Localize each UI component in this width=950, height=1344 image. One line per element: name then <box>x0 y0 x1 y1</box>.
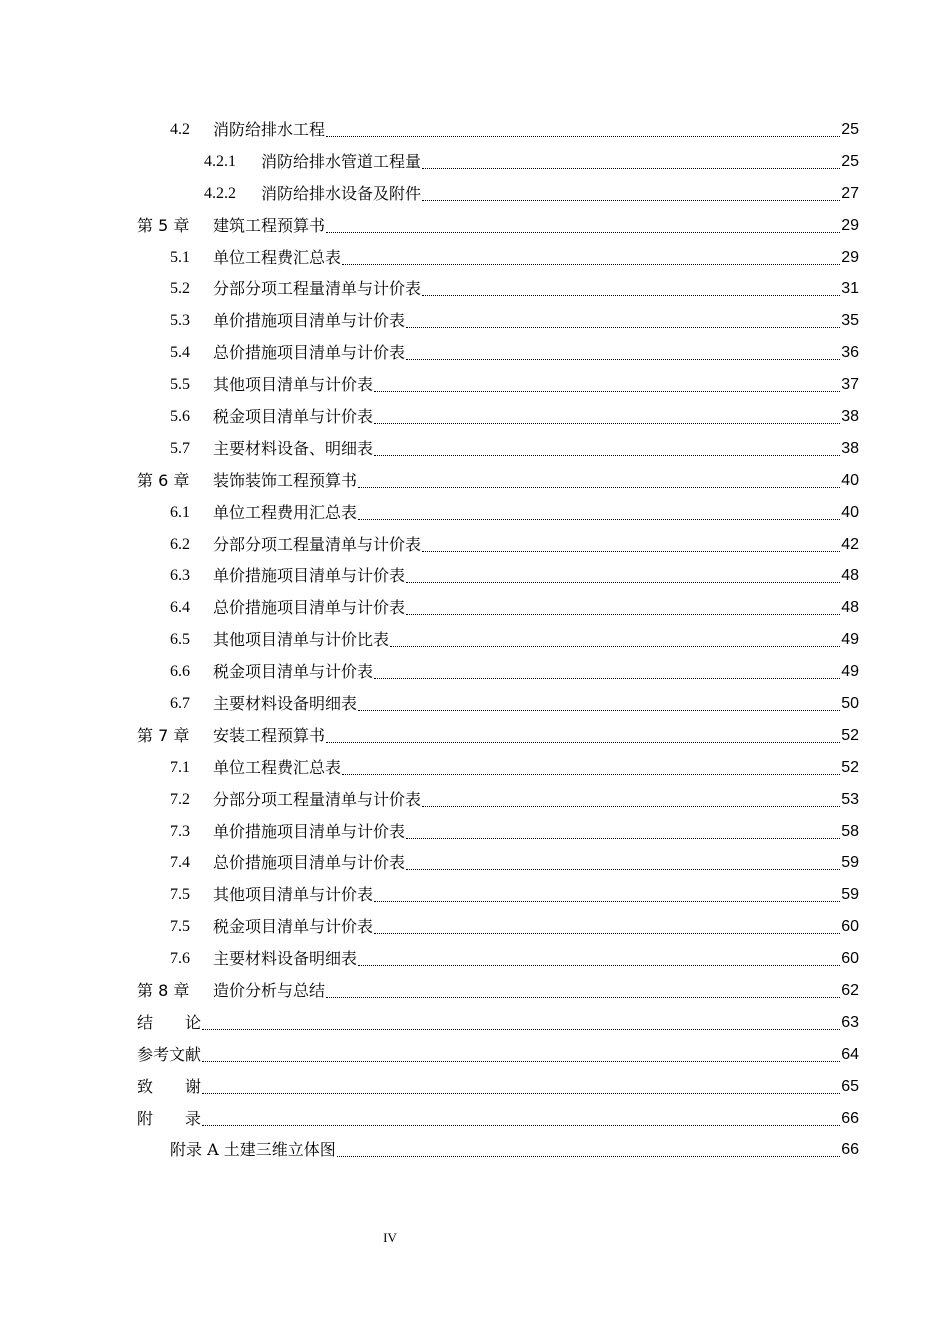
toc-entry-page-number: 64 <box>841 1045 859 1063</box>
toc-entry-number: 7.4 <box>170 854 190 872</box>
toc-entry-title: 装饰装饰工程预算书 <box>213 470 358 490</box>
dot-leader <box>390 645 840 647</box>
toc-entry-label <box>170 789 422 809</box>
toc-entry-title: 税金项目清单与计价表 <box>213 662 374 682</box>
toc-entry-number: 4.2 <box>170 120 190 138</box>
dot-leader <box>374 932 840 934</box>
toc-entry-page-number: 40 <box>841 471 859 489</box>
toc-entry-label <box>204 183 422 203</box>
toc-entry-section[interactable] <box>0 847 950 879</box>
toc-entry-number: 7.2 <box>170 790 190 808</box>
toc-entry-page-number: 42 <box>841 535 859 553</box>
toc-entry-section[interactable] <box>0 816 950 848</box>
toc-entry-label <box>170 1142 336 1158</box>
toc-entry-label <box>170 313 405 329</box>
toc-entry-number: 第 5 章 <box>137 215 190 235</box>
toc-entry-label <box>137 470 358 490</box>
toc-entry-title: 单价措施项目清单与计价表 <box>213 311 406 331</box>
toc-entry-title: 参考文献 <box>137 1044 202 1064</box>
toc-entry-back[interactable] <box>0 1007 950 1039</box>
toc-entry-page-number: 27 <box>841 184 859 202</box>
toc-entry-title: 造价分析与总结 <box>213 980 326 1000</box>
toc-entry-section[interactable] <box>0 592 950 624</box>
toc-entry-page-number: 25 <box>841 152 859 170</box>
toc-entry-section[interactable] <box>0 242 950 274</box>
toc-entry-title: 结 论 <box>137 1012 202 1032</box>
dot-leader <box>406 613 840 615</box>
dot-leader <box>358 486 840 488</box>
toc-entry-number: 5.2 <box>170 280 190 298</box>
dot-leader <box>406 358 840 360</box>
toc-entry-title: 税金项目清单与计价表 <box>213 917 374 937</box>
dot-leader <box>422 167 840 169</box>
toc-entry-number: 5.7 <box>170 439 190 457</box>
toc-entry-section[interactable] <box>0 911 950 943</box>
toc-entry-page-number: 48 <box>841 567 859 585</box>
dot-leader <box>406 326 840 328</box>
toc-entry-title: 消防给排水工程 <box>213 119 326 139</box>
toc-entry-title: 单位工程费汇总表 <box>213 247 342 267</box>
dot-leader <box>202 1028 840 1030</box>
toc-entry-label <box>137 1076 202 1096</box>
toc-entry-label <box>170 247 342 267</box>
toc-entry-number: 7.6 <box>170 950 190 968</box>
toc-entry-section[interactable] <box>0 688 950 720</box>
toc-entry-label <box>170 919 373 935</box>
dot-leader <box>326 996 840 998</box>
toc-entry-page-number: 59 <box>841 854 859 872</box>
toc-entry-number: 6.3 <box>170 567 190 585</box>
toc-entry-section[interactable] <box>0 433 950 465</box>
toc-entry-page-number: 29 <box>841 248 859 266</box>
toc-entry-title: 单价措施项目清单与计价表 <box>213 566 406 586</box>
dot-leader <box>342 263 840 265</box>
toc-entry-title: 其他项目清单与计价比表 <box>213 630 390 650</box>
dot-leader <box>342 773 840 775</box>
toc-entry-back[interactable] <box>0 1039 950 1071</box>
toc-entry-page-number: 59 <box>841 886 859 904</box>
toc-entry-number: 6.4 <box>170 599 190 617</box>
toc-entry-title: 主要材料设备、明细表 <box>213 438 374 458</box>
toc-entry-number: 5.1 <box>170 248 190 266</box>
dot-leader <box>374 422 840 424</box>
toc-entry-page-number: 50 <box>841 694 859 712</box>
toc-entry-page-number: 37 <box>841 376 859 394</box>
toc-entry-page-number: 35 <box>841 312 859 330</box>
toc-entry-section[interactable] <box>0 273 950 305</box>
dot-leader <box>374 677 840 679</box>
toc-entry-number: 5.5 <box>170 376 190 394</box>
toc-entry-sub[interactable] <box>0 178 950 210</box>
toc-entry-page-number: 60 <box>841 918 859 936</box>
toc-entry-section[interactable] <box>0 879 950 911</box>
toc-entry-page-number: 53 <box>841 790 859 808</box>
toc-entry-label <box>170 821 406 841</box>
toc-entry-title: 主要材料设备明细表 <box>213 949 358 969</box>
dot-leader <box>337 1155 840 1157</box>
toc-entry-number: 5.4 <box>170 344 190 362</box>
toc-entry-sub[interactable] <box>0 146 950 178</box>
toc-entry-title: 税金项目清单与计价表 <box>213 406 374 426</box>
toc-entry-section[interactable] <box>0 529 950 561</box>
toc-entry-number: 第 7 章 <box>137 725 190 745</box>
toc-entry-page-number: 52 <box>841 758 859 776</box>
dot-leader <box>422 550 840 552</box>
toc-entry-title: 总价措施项目清单与计价表 <box>213 343 406 363</box>
toc-entry-chapter[interactable] <box>0 720 950 752</box>
dot-leader <box>326 135 840 137</box>
table-of-contents <box>0 114 950 1166</box>
toc-entry-title: 主要材料设备明细表 <box>213 693 358 713</box>
toc-entry-chapter[interactable] <box>0 465 950 497</box>
toc-entry-number: 6.1 <box>170 503 190 521</box>
toc-entry-section[interactable] <box>0 943 950 975</box>
toc-entry-back[interactable] <box>0 1103 950 1135</box>
toc-entry-label <box>170 534 422 554</box>
toc-entry-title: 消防给排水管道工程量 <box>261 151 422 171</box>
toc-entry-label <box>170 632 389 648</box>
toc-entry-label <box>170 502 358 522</box>
toc-entry-section[interactable] <box>0 497 950 529</box>
dot-leader <box>374 900 840 902</box>
toc-entry-label <box>137 1044 202 1064</box>
toc-entry-number: 4.2.1 <box>204 152 236 170</box>
toc-entry-page-number: 66 <box>841 1141 859 1159</box>
toc-entry-label <box>170 887 373 903</box>
toc-entry-chapter[interactable] <box>0 210 950 242</box>
toc-entry-number: 6.5 <box>170 631 190 649</box>
toc-entry-title: 安装工程预算书 <box>213 725 326 745</box>
toc-entry-number: 6.6 <box>170 663 190 681</box>
toc-entry-title: 建筑工程预算书 <box>213 215 326 235</box>
toc-entry-section[interactable] <box>0 752 950 784</box>
toc-entry-title: 分部分项工程量清单与计价表 <box>213 534 422 554</box>
toc-entry-number: 7.5 <box>170 886 190 904</box>
toc-entry-page-number: 60 <box>841 950 859 968</box>
toc-entry-appendix[interactable] <box>0 1135 950 1167</box>
toc-entry-page-number: 49 <box>841 663 859 681</box>
toc-entry-label <box>170 600 405 616</box>
toc-entry-page-number: 36 <box>841 344 859 362</box>
dot-leader <box>422 294 840 296</box>
dot-leader <box>406 837 840 839</box>
toc-entry-title: 总价措施项目清单与计价表 <box>213 598 406 618</box>
toc-entry-title: 附录 A 土建三维立体图 <box>170 1140 336 1160</box>
toc-entry-label <box>170 855 405 871</box>
dot-leader <box>374 454 840 456</box>
dot-leader <box>326 741 840 743</box>
toc-entry-section[interactable] <box>0 560 950 592</box>
toc-entry-number: 5.6 <box>170 407 190 425</box>
toc-entry-title: 单价措施项目清单与计价表 <box>213 821 406 841</box>
toc-entry-page-number: 38 <box>841 439 859 457</box>
toc-entry-number: 第 8 章 <box>137 980 190 1000</box>
toc-entry-label <box>137 1108 202 1128</box>
toc-entry-title: 总价措施项目清单与计价表 <box>213 853 406 873</box>
dot-leader <box>202 1124 840 1126</box>
toc-entry-page-number: 49 <box>841 631 859 649</box>
dot-leader <box>422 805 840 807</box>
toc-entry-number: 7.3 <box>170 822 190 840</box>
toc-entry-section[interactable] <box>0 401 950 433</box>
toc-entry-page-number: 63 <box>841 1013 859 1031</box>
toc-entry-title: 单位工程费用汇总表 <box>213 502 358 522</box>
dot-leader <box>406 581 840 583</box>
dot-leader <box>358 964 840 966</box>
toc-entry-label <box>170 119 326 139</box>
toc-entry-section[interactable] <box>0 337 950 369</box>
toc-entry-page-number: 52 <box>841 726 859 744</box>
toc-entry-page-number: 58 <box>841 822 859 840</box>
toc-entry-number: 第 6 章 <box>137 470 190 490</box>
toc-entry-label <box>137 980 326 1000</box>
toc-entry-page-number: 48 <box>841 599 859 617</box>
toc-entry-page-number: 29 <box>841 216 859 234</box>
toc-entry-label <box>170 345 405 361</box>
toc-entry-section[interactable] <box>0 656 950 688</box>
toc-entry-section[interactable] <box>0 369 950 401</box>
toc-entry-label <box>170 281 421 297</box>
toc-entry-title: 消防给排水设备及附件 <box>261 183 422 203</box>
toc-entry-chapter[interactable] <box>0 975 950 1007</box>
toc-entry-number: 4.2.2 <box>204 184 236 202</box>
toc-entry-number: 7.5 <box>170 918 190 936</box>
toc-entry-number: 6.2 <box>170 535 190 553</box>
toc-entry-label <box>137 215 326 235</box>
toc-entry-page-number: 66 <box>841 1109 859 1127</box>
toc-entry-title: 分部分项工程量清单与计价表 <box>213 789 422 809</box>
toc-entry-page-number: 62 <box>841 981 859 999</box>
toc-entry-section[interactable] <box>0 784 950 816</box>
toc-entry-title: 其他项目清单与计价表 <box>213 885 374 905</box>
toc-entry-page-number: 38 <box>841 407 859 425</box>
toc-entry-title: 单位工程费汇总表 <box>213 757 342 777</box>
toc-entry-label <box>170 757 342 777</box>
toc-entry-section[interactable] <box>0 114 950 146</box>
dot-leader <box>374 390 840 392</box>
dot-leader <box>358 709 840 711</box>
toc-entry-back[interactable] <box>0 1071 950 1103</box>
toc-entry-number: 7.1 <box>170 758 190 776</box>
toc-entry-section[interactable] <box>0 305 950 337</box>
toc-entry-label <box>137 725 326 745</box>
toc-entry-label <box>137 1012 202 1032</box>
toc-entry-title: 分部分项工程量清单与计价表 <box>213 279 422 299</box>
toc-entry-page-number: 31 <box>841 280 859 298</box>
toc-entry-page-number: 65 <box>841 1077 859 1095</box>
toc-entry-label <box>170 406 374 426</box>
toc-entry-title: 附 录 <box>137 1108 202 1128</box>
toc-entry-label <box>170 664 373 680</box>
page-number-footer: IV <box>383 1230 397 1245</box>
toc-entry-label <box>170 951 357 967</box>
toc-entry-label <box>170 568 405 584</box>
toc-entry-label <box>170 438 374 458</box>
toc-entry-label <box>170 377 373 393</box>
toc-entry-title: 致 谢 <box>137 1076 202 1096</box>
dot-leader <box>202 1092 840 1094</box>
toc-entry-title: 其他项目清单与计价表 <box>213 375 374 395</box>
dot-leader <box>422 199 840 201</box>
toc-entry-label <box>204 151 422 171</box>
dot-leader <box>326 231 840 233</box>
toc-entry-number: 5.3 <box>170 312 190 330</box>
dot-leader <box>358 518 840 520</box>
dot-leader <box>202 1060 840 1062</box>
toc-entry-section[interactable] <box>0 624 950 656</box>
dot-leader <box>406 868 840 870</box>
toc-entry-label <box>170 693 358 713</box>
toc-entry-number: 6.7 <box>170 694 190 712</box>
toc-entry-page-number: 25 <box>841 120 859 138</box>
toc-entry-page-number: 40 <box>841 503 859 521</box>
